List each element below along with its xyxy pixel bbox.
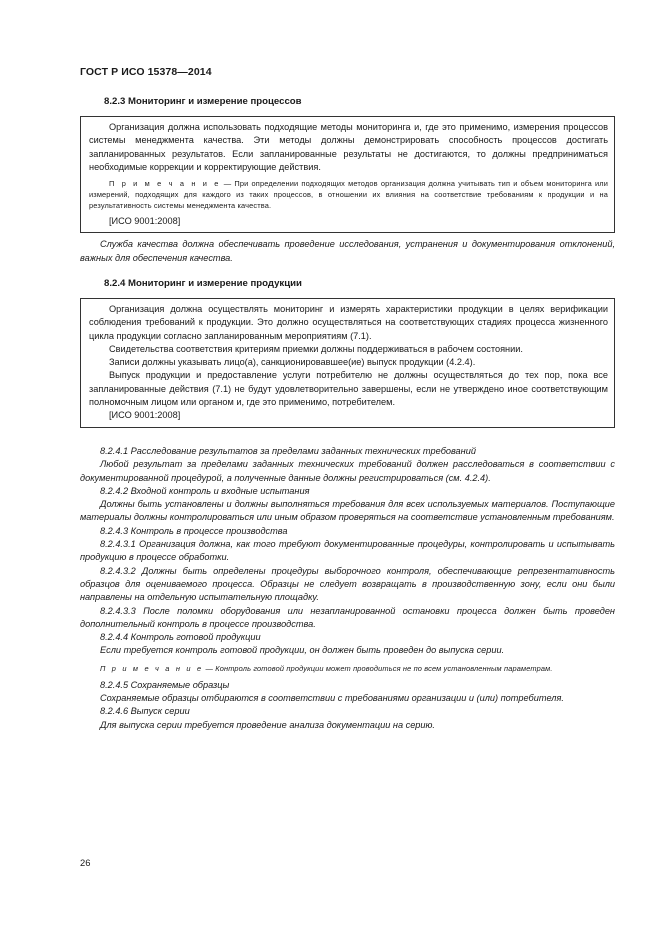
body-paragraph: 8.2.4.3.2 Должны быть определены процедуры выборочного контроля, обеспечивающие репрезентативность образцов для оцениваемого процесса. Образцы не следует возвращать в производственную зону, если они были направлены на отдельную испытательную площадку.	[80, 565, 615, 603]
body-text	[80, 445, 615, 732]
body-paragraph: Сохраняемые образцы отбираются в соответствии с требованиями организации и (или) потребителя.	[100, 693, 564, 704]
body-paragraph: Если требуется контроль готовой продукции, он должен быть проведен до выпуска серии.	[100, 645, 505, 656]
iso-reference: [ИСО 9001:2008]	[109, 216, 181, 227]
note-paragraph	[89, 178, 608, 211]
body-paragraph: Для выпуска серии требуется проведение анализа документации на серию.	[100, 719, 435, 730]
subsection-heading: 8.2.4.4 Контроль готовой продукции	[100, 632, 261, 643]
body-paragraph: 8.2.4.3.3 После поломки оборудования или незапланированной остановки процесса должен быть проведен дополнительный контроль в процессе производства.	[80, 605, 615, 629]
box-paragraph: Выпуск продукции и предоставление услуги потребителю не должны осуществляться до тех пор, пока все запланированные действия (7.1) не будут удовлетворительно завершены, если не утверждено иное соответствующим полномочным лицом или органом и, где это применимо, потребителем.	[89, 370, 608, 408]
standard-header: ГОСТ Р ИСО 15378—2014	[80, 66, 212, 78]
subsection-heading: 8.2.4.2 Входной контроль и входные испытания	[100, 485, 310, 496]
subsection-heading: 8.2.4.6 Выпуск серии	[100, 706, 190, 717]
box-paragraph: Записи должны указывать лицо(а), санкционировавшее(ие) выпуск продукции (4.2.4).	[109, 357, 476, 368]
box-paragraph: Организация должна использовать подходящие методы мониторинга и, где это применимо, измерения процессов системы менеджмента качества. Эти методы должны демонстрировать способность процессов достигать запланированных результатов. Если запланированные результаты не достигаются, то должны предприниматься необходимые коррекции и корректирующие действия.	[89, 122, 608, 172]
section-8-2-4	[80, 277, 615, 428]
note-paragraph	[80, 663, 615, 674]
subsection-heading: 8.2.4.1 Расследование результатов за пределами заданных технических требований	[100, 446, 476, 456]
note-text: — Контроль готовой продукции может проводиться не по всем установленным параметрам.	[203, 663, 553, 673]
section-heading-8-2-4: 8.2.4 Мониторинг и измерение продукции	[104, 278, 302, 289]
page-number: 26	[80, 857, 91, 868]
body-paragraph: Любой результат за пределами заданных технических требований должен расследоваться в соответствии с документированной процедурой, а полученные данные должны регистрироваться (см. 4.2.4).	[80, 459, 615, 483]
box-paragraph: Организация должна осуществлять мониторинг и измерять характеристики продукции в целях верификации соблюдения требований к продукции. Это должно осуществляться на соответствующих стадиях процесса жизненного цикла продукции согласно запланированным мероприятиям (7.1).	[89, 304, 608, 341]
body-paragraph: Должны быть установлены и должны выполняться требования для всех используемых материалов. Поступающие материалы должны контролироваться или иным образом проверяться на соответствие установленным требованиям.	[80, 499, 615, 523]
subsection-heading: 8.2.4.5 Сохраняемые образцы	[100, 679, 230, 690]
body-paragraph: 8.2.4.3.1 Организация должна, как того требуют документированные процедуры, контролировать и испытывать продукцию в процессе обработки.	[80, 539, 615, 563]
subsection-heading: 8.2.4.3 Контроль в процессе производства	[100, 525, 288, 536]
iso-reference: [ИСО 9001:2008]	[109, 410, 181, 421]
box-paragraph: Свидетельства соответствия критериям приемки должны поддерживаться в рабочем состоянии.	[109, 343, 523, 354]
section-heading-8-2-3: 8.2.3 Мониторинг и измерение процессов	[104, 96, 302, 107]
section-8-2-3	[80, 95, 615, 265]
quote-box-iso9001-8-2-3	[80, 116, 615, 233]
body-paragraph: Служба качества должна обеспечивать проведение исследования, устранения и документирования отклонений, важных для обеспечения качества.	[80, 239, 615, 263]
note-label: П р и м е ч а н и е	[109, 179, 221, 189]
note-label: П р и м е ч а н и е	[100, 663, 204, 673]
note-text: — При определении подходящих методов организация должна учитывать тип и объем мониторинга или измерений, подходящих для каждого из таких процессов, в отношении их влияния на соответствие требованиям к продукции и на результативность системы менеджмента качества.	[89, 179, 608, 211]
quote-box-iso9001-8-2-4	[80, 298, 615, 428]
